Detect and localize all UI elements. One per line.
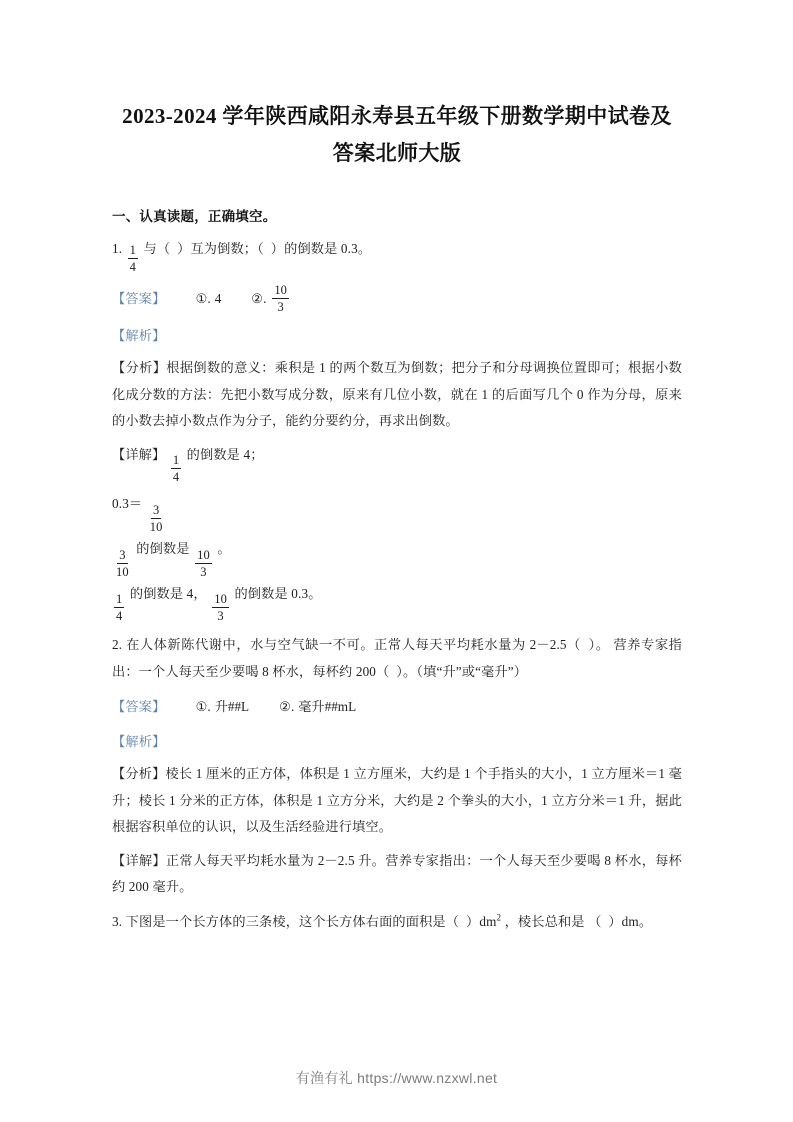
question-1-detail-line-3 [112,534,682,579]
answer-tag: 【答案】 [112,698,166,714]
analysis-text: 棱长 1 厘米的正方体，体积是 1 立方厘米，大约是 1 个手指头的大小，1 立方厘米＝1 毫升；棱长 1 分米的正方体，体积是 1 立方分米，大约是 2 个拳头的大小，1 立方分米＝1 升，据此根据容积单位的认识，以及生活经验进行填空。 [112,766,683,835]
analysis-tag: 【解析】 [112,328,166,344]
question-1-answer-item-1 [196,286,222,312]
question-3-unit-1-exponent: 2 [496,913,502,924]
detail-label: 【详解】 [112,852,166,868]
question-2-analysis-tag-row [112,720,682,754]
footer-watermark: 有渔有礼 https://www.nzxwl.net [295,1070,498,1086]
answer-item-label: ①. [195,698,211,714]
detail-tail: 。 [217,540,231,556]
question-1-detail-line-2 [112,484,682,534]
detail-tail: 的倒数是 0.3。 [234,585,322,601]
fraction-denominator: 4 [172,470,180,485]
question-3-unit-1: ）dm [466,914,497,930]
question-1-answer-row [112,274,682,314]
question-2-stem-line-2-tail: ）。（填“升”或“毫升”） [396,663,528,679]
question-2-answer-item-2 [279,694,356,720]
question-1-fraction [128,243,138,274]
fraction-numerator: 3 [152,502,160,517]
question-1-stem [112,227,682,274]
analysis-label: 【分析】 [112,766,166,782]
answer-item-value: 毫升##mL [298,698,357,714]
analysis-label: 【分析】 [112,360,167,376]
fraction-denominator: 3 [200,564,207,579]
question-2-stem-line-1-tail: ）。 [588,637,610,653]
fraction-numerator: 1 [129,243,137,258]
answer-tag: 【答案】 [112,290,166,306]
fraction-denominator: 3 [277,300,284,315]
detail-fraction-b [212,592,229,623]
fraction-denominator: 4 [116,609,123,624]
detail-fraction-a [114,592,124,623]
answer-fraction [272,283,289,314]
fraction-numerator: 10 [197,547,210,562]
fraction-numerator: 1 [172,453,180,468]
page-title: 2023-2024 学年陕西咸阳永寿县五年级下册数学期中试卷及答案北师大版 [122,104,672,165]
fraction-numerator: 10 [214,592,228,607]
answer-item-label: ①. [195,290,211,306]
page-content [112,0,682,936]
answer-item-value: 4 [214,290,222,306]
detail-fraction [148,503,165,534]
question-1-stem-middle: ）互为倒数；（ [177,241,264,257]
answer-item-label: ②. [251,290,267,306]
detail-text: 正常人每天平均耗水量为 2－2.5 升。营养专家指出：一个人每天至少要喝 8 杯水，每杯约 200 毫升。 [112,852,682,895]
question-1-detail-line-1 [112,435,682,485]
question-3-stem-line-2-tail: ）dm。 [608,914,653,930]
fraction-denominator: 4 [129,260,137,275]
question-3-stem-line-1: 下图是一个长方体的三条棱，这个长方体右面的面积是（ [125,914,460,930]
question-1-number: 1. [112,241,123,257]
fraction-denominator: 3 [217,609,224,624]
fraction-numerator: 1 [116,592,123,607]
question-2-stem-line-2: 营养专家指出：一个人每天至少要喝 8 杯水，每杯约 200（ [112,637,682,679]
question-2-analysis-body [112,754,682,840]
detail-lead: 0.3＝ [112,496,143,512]
question-1-stem-after-fraction: 与（ [143,241,171,257]
detail-label: 【详解】 [112,446,166,462]
analysis-tag: 【解析】 [112,734,166,750]
question-2-answer-item-1 [196,694,250,720]
analysis-text: 根据倒数的意义：乘积是 1 的两个数互为倒数；把分子和分母调换位置即可；根据小数化成分数的方法：先把小数写成分数，原来有几位小数，就在 1 的后面写几个 0 作为分母，原来的小数去掉小数点作为分子，能约分要约分，再求出倒数。 [112,360,682,429]
question-3-stem [112,900,682,935]
detail-text: 的倒数是 4， [129,585,207,601]
question-1-detail-line-4 [112,579,682,624]
question-2-answer-row [112,685,682,720]
section-heading-fill-in-blanks: 一、认真读题，正确填空。 [112,208,277,224]
detail-fraction-b [195,548,212,579]
detail-text: 的倒数是 [136,540,190,556]
answer-item-label: ②. [279,698,295,714]
fraction-numerator: 3 [119,547,126,562]
fraction-numerator: 10 [274,283,287,298]
fraction-denominator: 10 [149,519,163,534]
fraction-denominator: 10 [116,564,129,579]
question-3-number: 3. [112,914,123,930]
question-1-analysis-tag-row [112,314,682,348]
question-2-detail-body [112,841,682,901]
question-2-stem-line-1: 在人体新陈代谢中，水与空气缺一不可。正常人每天平均耗水量为 2－2.5（ [126,637,581,653]
detail-fraction-a [114,548,131,579]
question-1-answer-item-2 [251,283,291,314]
detail-text: 的倒数是 4； [186,446,264,462]
question-1-stem-tail: ）的倒数是 0.3。 [270,241,372,257]
detail-fraction [171,453,181,484]
question-2-number: 2. [112,637,123,653]
question-2-stem [112,623,682,685]
answer-item-value: 升##L [214,698,250,714]
question-3-stem-line-1-tail: ，棱长总和是 [504,914,585,930]
question-1-analysis-body [112,348,682,434]
question-3-stem-line-2-open: （ [588,914,602,930]
